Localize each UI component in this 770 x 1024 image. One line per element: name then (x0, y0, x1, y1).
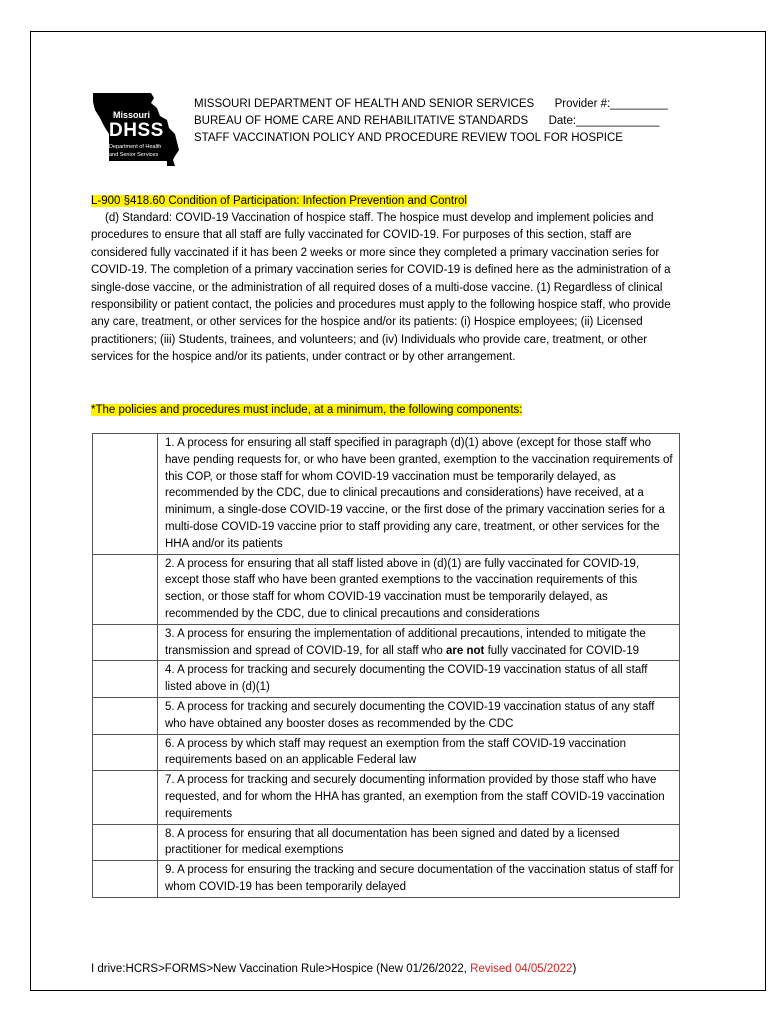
requirements-heading (91, 402, 522, 419)
condition-title-text: L-900 §418.60 Condition of Participation: Infection Prevention and Control (91, 195, 467, 207)
logo-abbr: DHSS (109, 120, 164, 141)
provider-number-field: Provider #:_________ (554, 98, 668, 110)
table-row (93, 861, 680, 898)
footer-path-text: I drive:HCRS>FORMS>New Vaccination Rule>Hospice (New 01/26/2022, (91, 963, 471, 975)
check-cell[interactable] (93, 624, 158, 661)
item-text (158, 624, 680, 661)
logo-line2: and Senior Services (109, 152, 159, 158)
item-text-before: 3. A process for ensuring the implementation of additional precautions, intended to mitigate the transmission and spread of COVID-19, for all staff who (165, 627, 646, 657)
item-text: 1. A process for ensuring all staff specified in paragraph (d)(1) above (except for those staff who have pending requests for, or who have been granted, exemption to the vaccination requirements of this COP, or those staff for whom COVID-19 vaccination must be temporarily delayed, as recommended by the CDC, due to clinical precautions and considerations) have received, at a minimum, a single-dose COVID-19 vaccine, or the first dose of the primary vaccination series for a multi-dose COVID-19 vaccine prior to staff providing any care, treatment, or other services for the HHA and/or its patients (158, 434, 680, 555)
table-row (93, 771, 680, 824)
check-cell[interactable] (93, 661, 158, 698)
header-line-3 (194, 129, 623, 147)
logo-state-name: Missouri (113, 110, 151, 120)
item-text-after: fully vaccinated for COVID-19 (484, 644, 640, 657)
department-name: MISSOURI DEPARTMENT OF HEALTH AND SENIOR SERVICES (194, 98, 535, 110)
table-row (93, 734, 680, 771)
table-row (93, 554, 680, 624)
dhss-logo (91, 90, 181, 170)
tool-title: STAFF VACCINATION POLICY AND PROCEDURE REVIEW TOOL FOR HOSPICE (194, 132, 623, 144)
table-row (93, 824, 680, 861)
check-cell[interactable] (93, 434, 158, 555)
date-field: Date:_____________ (548, 115, 660, 127)
check-cell[interactable] (93, 697, 158, 734)
item-text-bold: are not (446, 644, 485, 657)
header-line-2 (194, 112, 659, 130)
standard-text: (d) Standard: COVID-19 Vaccination of hospice staff. The hospice must develop and implement policies and procedures to ensure that all staff are fully vaccinated for COVID-19. For purposes of this section, staff are considered fully vaccinated if it has been 2 weeks or more since they completed a primary vaccination series for COVID-19. The completion of a primary vaccination series for COVID-19 is defined here as the administration of a single-dose vaccine, or the administration of all required doses of a multi-dose vaccine. (1) Regardless of clinical responsibility or patient contact, the policies and procedures must apply to the following hospice staff, who provide any care, treatment, or other services for the hospice and/or its patients: (i) Hospice employees; (ii) Licensed practitioners; (iii) Students, trainees, and volunteers; and (iv) Individuals who provide care, treatment, or other services for the hospice and/or its patients, under contract or by other arrangement. (91, 212, 671, 364)
table-row (93, 661, 680, 698)
footer-close-paren: ) (572, 963, 577, 975)
check-cell[interactable] (93, 554, 158, 624)
table-row (93, 624, 680, 661)
item-text: 7. A process for tracking and securely documenting information provided by those staff who have requested, and for whom the HHA has granted, an exemption from the staff COVID-19 vaccination requirements (158, 771, 680, 824)
check-cell[interactable] (93, 824, 158, 861)
check-cell[interactable] (93, 771, 158, 824)
item-text: 5. A process for tracking and securely documenting the COVID-19 vaccination status of any staff who have obtained any booster doses as recommended by the CDC (158, 697, 680, 734)
bureau-name: BUREAU OF HOME CARE AND REHABILITATIVE STANDARDS (194, 115, 529, 127)
condition-title (91, 193, 467, 210)
header-line-1 (194, 95, 668, 113)
components-table (92, 433, 680, 898)
footer-file-path (91, 961, 576, 978)
item-text: 6. A process by which staff may request an exemption from the staff COVID-19 vaccination requirements based on an applicable Federal law (158, 734, 680, 771)
check-cell[interactable] (93, 734, 158, 771)
item-text: 2. A process for ensuring that all staff listed above in (d)(1) are fully vaccinated for COVID-19, except those staff who have been granted exemptions to the vaccination requirements of this section, or those staff for whom COVID-19 vaccination must be temporarily delayed, as recommended by the CDC, due to clinical precautions and considerations (158, 554, 680, 624)
item-text: 4. A process for tracking and securely documenting the COVID-19 vaccination status of all staff listed above in (d)(1) (158, 661, 680, 698)
check-cell[interactable] (93, 861, 158, 898)
requirements-heading-text: *The policies and procedures must include, at a minimum, the following components: (91, 404, 523, 416)
item-text: 9. A process for ensuring the tracking and secure documentation of the vaccination status of staff for whom COVID-19 has been temporarily delayed (158, 861, 680, 898)
item-text: 8. A process for ensuring that all documentation has been signed and dated by a licensed practitioner for medical exemptions (158, 824, 680, 861)
logo-line1: Department of Health (109, 144, 162, 150)
footer-revised-date: Revised 04/05/2022 (470, 963, 573, 975)
standard-paragraph (91, 210, 681, 367)
table-row (93, 697, 680, 734)
table-row (93, 434, 680, 555)
